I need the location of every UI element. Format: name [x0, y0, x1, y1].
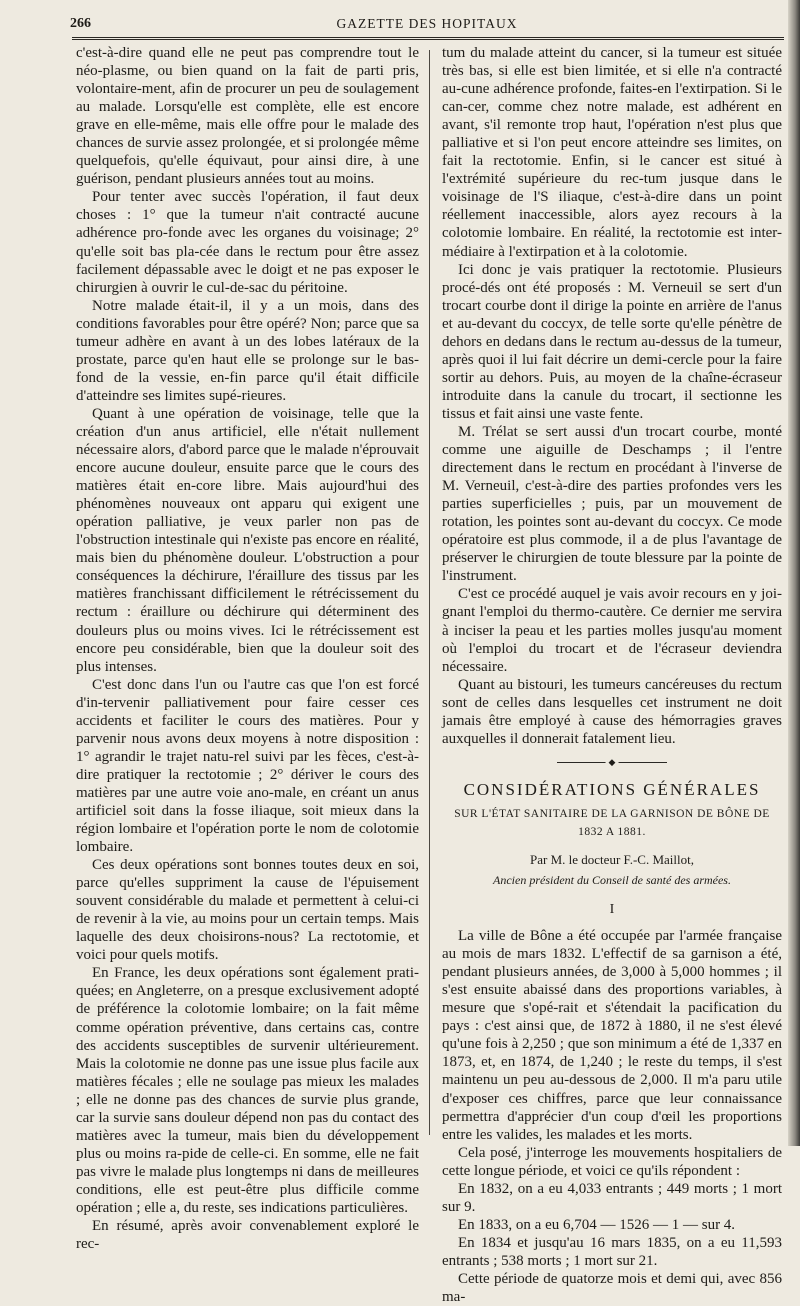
section-number: I [609, 902, 615, 918]
paragraph: tum du malade atteint du cancer, si la tumeur est située très bas, si elle est bien limitée, et si elle n'a contracté au-cune adhérence profonde, faites-en l'extirpation. Si le can-cer, comme chez notre malade, est adhérent en avant, s'il remonte trop haut, l'opération n'est plus que palliative et si l'on peut encore atteindre ses limites, on fait la rectotomie. Enfin, si le cancer est situé à l'extrémité supérieure du rec-tum jusque dans le voisinage de l'S iliaque, c'est-à-dire dans un point réellement inaccessible, alors ayez recours à la colotomie lombaire. En réalité, la rectotomie est inter-médiaire à l'extirpation et à la colotomie. [442, 45, 782, 260]
header-rule [72, 37, 784, 44]
page-number: 266 [70, 16, 91, 31]
article-subtitle: SUR L'ÉTAT SANITAIRE DE LA GARNISON DE BÔNE DE 1832 A 1881. [454, 807, 770, 838]
paragraph: Notre malade était-il, il y a un mois, dans des conditions favorables pour être opéré? Non; parce que sa tumeur adhère en avant à un des lobes latéraux de la prostate, parce qu'en haut elle se prolonge sur le bas-fond de la vessie, en-fin parce qu'il était difficile d'atteindre ses limites supé-rieures. [76, 297, 419, 404]
paragraph: C'est donc dans l'un ou l'autre cas que l'on est forcé d'in-tervenir palliativement pour faire cesser ces accidents et faciliter le cours des matières. Pour y parvenir nous avons deux moyens à notre disposition : 1° agrandir le trajet natu-rel suivi par les fèces, c'est-à-dire pratiquer la rectotomie ; 2° dériver le cours des matières par une autre voie ano-male, en créant un anus artificiel soit dans la fosse iliaque, soit mieux dans la région lombaire et l'opération porte le nom de colotomie lombaire. [76, 676, 419, 856]
ornamental-dash-icon: ◆ [606, 757, 619, 767]
paragraph: Ces deux opérations sont bonnes toutes deux en soi, parce qu'elles suppriment la cause de l'épuisement souvent considérable du malade et permettent à celui-ci de revenir à la vie, au moins pour un certain temps. Mais laquelle des deux choisirons-nous? La rectotomie, et voici pour quels motifs. [76, 857, 419, 964]
running-title: GAZETTE DES HOPITAUX [336, 16, 518, 31]
paragraph: c'est-à-dire quand elle ne peut pas comprendre tout le néo-plasme, ou bien quand on la fait de parti pris, volontaire-ment, afin de procurer un peu de soulagement au malade. Lorsqu'elle est complète, elle est encore grave en elle-même, mais elle offre pour le malade des chances de survie assez prolongée, et si prolongée même quelquefois, qu'elle équivaut, pour ainsi dire, à une guérison, pendant plusieurs années tout au moins. [76, 45, 419, 188]
paragraph: En résumé, après avoir convenablement exploré le rec- [76, 1218, 419, 1253]
paragraph: Quant à une opération de voisinage, telle que la création d'un anus artificiel, elle n'était nullement nécessaire alors, d'abord parce que le malade n'éprouvait encore aucune douleur, ensuite parce que le cours des matières était en-core libre. Mais aujourd'hui des phénomènes nouveaux ont apparu qui exigent une opération palliative, je veux parler non pas de l'obstruction intestinale qui n'existe pas encore en réalité, mais bien du phénomène douleur. L'obstruction a pour conséquences la déchirure, l'éraillure des tissus par les matières franchissant difficilement le rétrécissement du rectum : éraillure ou déchirure qui déterminent des douleurs plus ou moins vives. Ici le rétrécissement est encore peu considérable, bien que la douleur soit des plus intenses. [76, 405, 419, 675]
article-title: CONSIDÉRATIONS GÉNÉRALES [463, 779, 761, 799]
section-separator [557, 756, 667, 767]
paragraph: M. Trélat se sert aussi d'un trocart courbe, monté comme une aiguille de Deschamps ; il l'entre directement dans le rectum en procédant à l'inverse de M. Verneuil, c'est-à-dire des parties profondes vers les parties superficielles ; puis, par un mouvement de rotation, les pointes sont au-devant du coccyx. Ce mode opératoire est plus commode, il a de plus l'avantage de préserver le chirurgien de toute blessure par la pointe de l'instrument. [442, 423, 782, 585]
stats-line: En 1833, on a eu 6,704 — 1526 — 1 — sur 4. [458, 1216, 736, 1233]
paragraph: Cette période de quatorze mois et demi qui, avec 856 ma- [442, 1271, 782, 1306]
paragraph: Cela posé, j'interroge les mouvements hospitaliers de cette longue période, et voici ce qu'ils répondent : [442, 1144, 782, 1179]
paragraph: Quant au bistouri, les tumeurs cancéreuses du rectum sont de celles dans lesquelles cet instrument ne doit jamais être employé à cause des hémorragies graves auxquelles il donnerait fatalement lieu. [442, 676, 782, 747]
column-divider [429, 50, 430, 1135]
article-byline: Par M. le docteur F.-C. Maillot, [530, 851, 694, 867]
page-edge-shadow [788, 0, 800, 1146]
paragraph: C'est ce procédé auquel je vais avoir recours en y joi-gnant l'emploi du thermo-cautère. Ce dernier me servira à inciser la peau et les parties molles jusqu'au moment où l'emploi du trocart et de l'écraseur deviendra nécessaire. [442, 586, 782, 675]
author-affiliation: Ancien président du Conseil de santé des armées. [493, 873, 731, 888]
paragraph: Pour tenter avec succès l'opération, il faut deux choses : 1° que la tumeur n'ait contracté aucune adhérence pro-fonde avec les organes du voisinage; 2° qu'elle soit bas pla-cée dans le rectum pour être assez facilement dépassable avec le doigt et ne pas exposer le chirurgien à ouvrir le cul-de-sac du péritoine. [76, 189, 419, 296]
paragraph: Ici donc je vais pratiquer la rectotomie. Plusieurs procé-dés ont été proposés : M. Verneuil se sert d'un trocart courbe dont il dirige la pointe en arrière de l'anus et au-devant du coccyx, de telle sorte qu'elle pénètre de dehors en dedans dans le rectum au-dessus de la tumeur, après quoi il lui fait décrire un demi-cercle pour la faire sortir au dehors. Puis, au moyen de la chaîne-écraseur introduite dans la canule du trocart, il sectionne les tissus et fait ainsi une vaste fente. [442, 261, 782, 422]
stats-line: En 1832, on a eu 4,033 entrants ; 449 morts ; 1 mort sur 9. [442, 1180, 782, 1215]
paragraph: La ville de Bône a été occupée par l'armée française au mois de mars 1832. L'effectif de sa garnison a été, pendant plusieurs années, de 3,000 à 5,000 hommes ; il s'est ensuite abaissé dans des proportions variables, à mesure que s'opé-rait et s'étendait la pacification du pays : c'est ainsi que, de 1872 à 1880, il ne s'est élevé qu'une fois à 2,250 ; que son minimum a été de 1,337 en 1873, et, en 1874, de 1,240 ; le reste du temps, il s'est maintenu un peu au-dessous de 2,000. Il m'a paru utile d'exposer ces chiffres, parce que leur connaissance permettra d'apprécier d'un coup d'œil les proportions entre les valides, les malades et les morts. [442, 928, 782, 1143]
paragraph: En France, les deux opérations sont également prati-quées; en Angleterre, on a presque exclusivement adopté de préférence la colotomie lombaire; on la fait même comme opération préventive, dans certains cas, contre des accidents susceptibles de survenir ultérieurement. Mais la colotomie ne donne pas une issue plus facile aux matières fécales ; elle ne soulage pas mieux les malades ; elle ne donne pas des chances de survie plus grande, car la survie sans douleur dépend non pas du contact des matières avec la tumeur, mais bien du développement plus ou moins ra-pide de celle-ci. En somme, elle ne fait pas vivre le malade plus longtemps ni dans de meilleures conditions, elle est peut-être plus difficile comme opération ; elle a, du reste, ses indications particulières. [76, 965, 419, 1216]
left-column [76, 44, 419, 1253]
stats-line: En 1834 et jusqu'au 16 mars 1835, on a eu 11,593 entrants ; 538 morts ; 1 mort sur 21. [442, 1234, 782, 1269]
right-column [442, 44, 782, 1306]
page-header [70, 16, 784, 38]
